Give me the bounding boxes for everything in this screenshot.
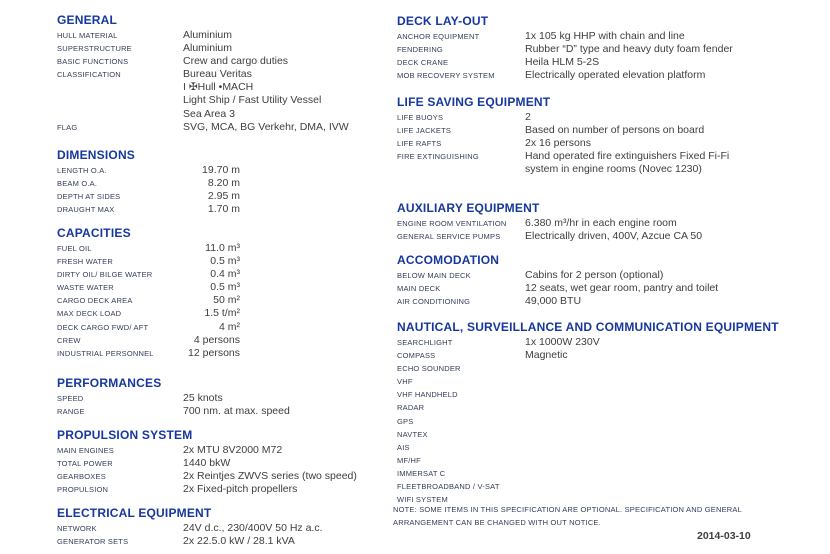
spec-value-line: Light Ship / Fast Utility Vessel bbox=[183, 94, 322, 107]
spec-label: LIFE RAFTS bbox=[397, 139, 442, 149]
spec-value: 12 persons bbox=[188, 346, 240, 359]
spec-value: Electrically driven, 400V, Azcue CA 50 bbox=[525, 230, 703, 243]
spec-label: RADAR bbox=[397, 403, 425, 413]
spec-value: 25 knots bbox=[183, 392, 223, 404]
section-title: LIFE SAVING EQUIPMENT bbox=[397, 95, 551, 109]
spec-label: DIRTY OIL/ BILGE WATER bbox=[57, 270, 153, 280]
section-title: ACCOMODATION bbox=[397, 253, 500, 267]
spec-label: RANGE bbox=[57, 407, 85, 417]
spec-row bbox=[57, 203, 392, 216]
spec-value bbox=[525, 150, 729, 176]
spec-value: 1x 105 kg HHP with chain and line bbox=[525, 30, 685, 42]
spec-value: 2x Fixed-pitch propellers bbox=[183, 483, 298, 496]
spec-label: NETWORK bbox=[57, 524, 97, 533]
spec-value: 1.70 m bbox=[207, 203, 240, 216]
spec-label: TOTAL POWER bbox=[57, 459, 113, 469]
spec-label: DRAUGHT MAX bbox=[57, 205, 115, 215]
spec-label: ECHO SOUNDER bbox=[397, 364, 461, 374]
spec-label: FIRE EXTINGUISHING bbox=[397, 152, 479, 162]
spec-row bbox=[57, 68, 392, 120]
spec-label: MF/HF bbox=[397, 455, 421, 465]
section-title: DECK LAY-OUT bbox=[397, 14, 489, 28]
section-rows bbox=[57, 522, 392, 548]
spec-label: CLASSIFICATION bbox=[57, 70, 121, 80]
spec-value: 0.4 m³ bbox=[210, 268, 240, 281]
spec-row bbox=[397, 217, 825, 230]
spec-value bbox=[183, 68, 321, 120]
spec-label: INDUSTRIAL PERSONNEL bbox=[57, 348, 154, 358]
spec-value: 2x Reintjes ZWVS series (two speed) bbox=[183, 470, 357, 483]
spec-value: 1440 bkW bbox=[183, 457, 231, 470]
spec-value-line: system in engine rooms (Novec 1230) bbox=[525, 163, 702, 176]
spec-label: AIR CONDITIONING bbox=[397, 297, 471, 307]
spec-label: CREW bbox=[57, 335, 81, 345]
spec-value: Heila HLM 5-2S bbox=[525, 56, 600, 69]
spec-value: 49,000 BTU bbox=[525, 295, 582, 308]
spec-row bbox=[397, 137, 825, 150]
spec-value: 0.5 m³ bbox=[210, 281, 240, 294]
spec-label: DEPTH AT SIDES bbox=[57, 192, 121, 202]
spec-value: 11.0 m³ bbox=[205, 242, 240, 254]
spec-row bbox=[397, 230, 825, 243]
spec-row bbox=[397, 454, 825, 467]
section-rows bbox=[397, 30, 825, 82]
spec-value-line: Hand operated fire extinguishers Fixed Fi-Fi bbox=[525, 150, 730, 163]
spec-row bbox=[397, 336, 825, 349]
section-rows bbox=[397, 336, 825, 506]
spec-value: 4 persons bbox=[193, 333, 240, 346]
spec-value: 700 nm. at max. speed bbox=[183, 405, 290, 418]
spec-section bbox=[397, 321, 825, 506]
spec-value: 2 bbox=[525, 111, 531, 123]
section-title: CAPACITIES bbox=[57, 226, 131, 240]
spec-value: 24V d.c., 230/400V 50 Hz a.c. bbox=[183, 522, 323, 534]
spec-section bbox=[57, 507, 392, 548]
spec-row bbox=[397, 111, 825, 124]
spec-row bbox=[57, 294, 392, 307]
spec-label: WIFI SYSTEM bbox=[397, 495, 448, 505]
spec-row bbox=[397, 428, 825, 441]
spec-value: Based on number of persons on board bbox=[525, 124, 705, 137]
spec-label: BASIC FUNCTIONS bbox=[57, 57, 129, 67]
spec-row bbox=[57, 42, 392, 55]
spec-label: ANCHOR EQUIPMENT bbox=[397, 32, 480, 41]
spec-label: VHF HANDHELD bbox=[397, 390, 458, 400]
section-title: NAUTICAL, SURVEILLANCE AND COMMUNICATION EQUIPMENT bbox=[397, 320, 779, 334]
spec-label: MOB RECOVERY SYSTEM bbox=[397, 71, 495, 81]
spec-value-line: I ✠Hull •MACH bbox=[183, 81, 254, 94]
spec-section bbox=[57, 149, 392, 216]
spec-value: 4 m² bbox=[219, 320, 240, 333]
spec-label: GPS bbox=[397, 416, 414, 426]
spec-value: 0.5 m³ bbox=[210, 255, 240, 268]
spec-row bbox=[57, 177, 392, 190]
spec-row bbox=[57, 522, 392, 535]
spec-value-line: Bureau Veritas bbox=[183, 68, 252, 81]
footer-date: 2014-03-10 bbox=[697, 530, 751, 542]
spec-row bbox=[57, 405, 392, 418]
spec-section bbox=[397, 15, 825, 82]
spec-section bbox=[397, 202, 825, 243]
spec-row bbox=[57, 29, 392, 42]
spec-row bbox=[57, 457, 392, 470]
spec-row bbox=[397, 375, 825, 388]
spec-label: LENGTH O.A. bbox=[57, 166, 107, 175]
spec-label: MAIN DECK bbox=[397, 284, 441, 294]
spec-label: CARGO DECK AREA bbox=[57, 296, 133, 306]
section-rows bbox=[397, 217, 825, 243]
spec-row bbox=[397, 388, 825, 401]
spec-label: ENGINE ROOM VENTILATION bbox=[397, 219, 507, 228]
spec-row bbox=[57, 121, 392, 134]
spec-section bbox=[57, 14, 392, 134]
spec-row bbox=[57, 164, 392, 177]
spec-label: PROPULSION bbox=[57, 485, 109, 495]
spec-section bbox=[397, 254, 825, 308]
spec-row bbox=[397, 150, 825, 176]
spec-value: Electrically operated elevation platform bbox=[525, 69, 706, 82]
spec-label: SPEED bbox=[57, 394, 84, 403]
spec-label: DECK CARGO FWD/ AFT bbox=[57, 322, 149, 332]
section-rows bbox=[57, 29, 392, 134]
spec-label: GENERATOR SETS bbox=[57, 537, 129, 547]
spec-value: 2.95 m bbox=[207, 190, 240, 203]
spec-value: 8.20 m bbox=[207, 177, 240, 190]
spec-label: FENDERING bbox=[397, 45, 443, 55]
spec-value: Aluminium bbox=[183, 42, 233, 55]
spec-label: BELOW MAIN DECK bbox=[397, 271, 471, 280]
spec-row bbox=[57, 242, 392, 255]
spec-row bbox=[57, 334, 392, 347]
spec-value: 19.70 m bbox=[202, 164, 240, 176]
spec-row bbox=[57, 255, 392, 268]
spec-value: 2x MTU 8V2000 M72 bbox=[183, 444, 283, 456]
spec-row bbox=[397, 69, 825, 82]
spec-section bbox=[57, 227, 392, 360]
spec-value-line: Sea Area 3 bbox=[183, 107, 235, 120]
spec-row bbox=[57, 55, 392, 68]
section-rows bbox=[397, 111, 825, 176]
spec-row bbox=[397, 467, 825, 480]
spec-row bbox=[397, 401, 825, 414]
spec-label: HULL MATERIAL bbox=[57, 31, 118, 40]
section-rows bbox=[57, 242, 392, 360]
spec-label: FLEETBROADBAND / V-SAT bbox=[397, 482, 500, 492]
spec-row bbox=[57, 268, 392, 281]
spec-label: BEAM O.A. bbox=[57, 179, 98, 189]
spec-row bbox=[397, 124, 825, 137]
spec-value: 6.380 m³/hr in each engine room bbox=[525, 217, 677, 229]
spec-label: FRESH WATER bbox=[57, 257, 113, 267]
spec-value: Aluminium bbox=[183, 29, 233, 41]
section-title: GENERAL bbox=[57, 13, 118, 27]
section-rows bbox=[57, 392, 392, 418]
spec-label: COMPASS bbox=[397, 351, 436, 361]
spec-section bbox=[397, 96, 825, 176]
section-rows bbox=[57, 164, 392, 216]
spec-row bbox=[397, 30, 825, 43]
spec-section bbox=[57, 429, 392, 496]
spec-value: Rubber “D” type and heavy duty foam fender bbox=[525, 43, 733, 56]
section-title: PROPULSION SYSTEM bbox=[57, 428, 193, 442]
spec-label: DECK CRANE bbox=[397, 58, 449, 68]
section-rows bbox=[397, 269, 825, 308]
spec-row bbox=[397, 415, 825, 428]
spec-label: LIFE JACKETS bbox=[397, 126, 452, 136]
spec-value: 2x 22.5.0 kW / 28.1 kVA bbox=[183, 535, 295, 548]
spec-value: 12 seats, wet gear room, pantry and toilet bbox=[525, 282, 719, 295]
spec-label: MAX DECK LOAD bbox=[57, 309, 122, 319]
spec-row bbox=[57, 470, 392, 483]
spec-value: 50 m² bbox=[213, 294, 240, 307]
spec-row bbox=[397, 295, 825, 308]
spec-row bbox=[397, 56, 825, 69]
spec-row bbox=[57, 281, 392, 294]
spec-label: SEARCHLIGHT bbox=[397, 338, 453, 347]
spec-value: Crew and cargo duties bbox=[183, 55, 289, 68]
section-rows bbox=[57, 444, 392, 496]
spec-label: FLAG bbox=[57, 122, 78, 132]
spec-row bbox=[57, 535, 392, 548]
spec-value: Cabins for 2 person (optional) bbox=[525, 269, 664, 281]
spec-row bbox=[397, 441, 825, 454]
spec-row bbox=[57, 483, 392, 496]
spec-row bbox=[397, 349, 825, 362]
spec-row bbox=[397, 480, 825, 493]
spec-label: WASTE WATER bbox=[57, 283, 114, 293]
spec-row bbox=[57, 392, 392, 405]
spec-row bbox=[57, 444, 392, 457]
spec-label: IMMERSAT C bbox=[397, 468, 446, 478]
spec-value: 2x 16 persons bbox=[525, 137, 591, 150]
section-title: AUXILIARY EQUIPMENT bbox=[397, 201, 540, 215]
spec-label: NAVTEX bbox=[397, 429, 428, 439]
spec-label: SUPERSTRUCTURE bbox=[57, 44, 132, 54]
spec-row bbox=[57, 307, 392, 320]
spec-value: Magnetic bbox=[525, 349, 568, 362]
spec-label: AIS bbox=[397, 442, 410, 452]
spec-row bbox=[397, 362, 825, 375]
spec-label: VHF bbox=[397, 377, 413, 387]
section-title: ELECTRICAL EQUIPMENT bbox=[57, 506, 212, 520]
section-title: PERFORMANCES bbox=[57, 376, 162, 390]
spec-value: SVG, MCA, BG Verkehr, DMA, IVW bbox=[183, 120, 349, 133]
spec-value: 1.5 t/m² bbox=[204, 307, 240, 320]
spec-row bbox=[57, 321, 392, 334]
spec-row bbox=[397, 43, 825, 56]
spec-label: MAIN ENGINES bbox=[57, 446, 114, 455]
spec-row bbox=[397, 269, 825, 282]
spec-value: 1x 1000W 230V bbox=[525, 336, 600, 348]
spec-label: LIFE BUOYS bbox=[397, 113, 444, 122]
right-column bbox=[397, 0, 825, 554]
spec-row bbox=[57, 347, 392, 360]
section-title: DIMENSIONS bbox=[57, 148, 136, 162]
spec-section bbox=[57, 377, 392, 418]
spec-row bbox=[57, 190, 392, 203]
left-column bbox=[57, 0, 392, 554]
spec-row bbox=[397, 282, 825, 295]
spec-label: GEARBOXES bbox=[57, 472, 106, 482]
footer-note: NOTE: SOME ITEMS IN THIS SPECIFICATION ARE OPTIONAL. SPECIFICATION AND GENERAL ARRANGEMENT CAN BE CHANGED WITH OUT NOTICE. bbox=[393, 505, 742, 527]
spec-label: FUEL OIL bbox=[57, 244, 92, 253]
spec-label: GENERAL SERVICE PUMPS bbox=[397, 232, 501, 242]
